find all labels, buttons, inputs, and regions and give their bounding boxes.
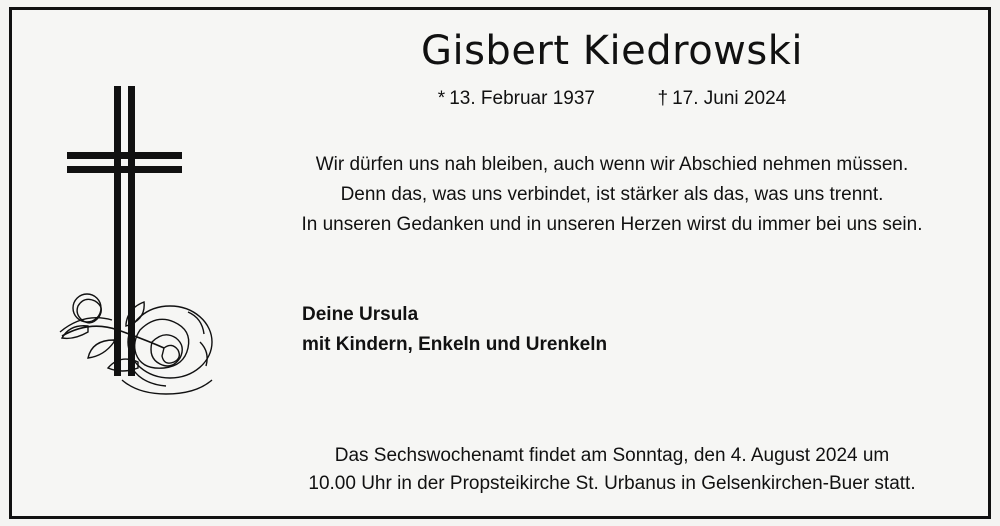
signature-line: Deine Ursula <box>302 304 419 325</box>
birth-date-text: 13. Februar 1937 <box>449 88 595 109</box>
life-dates <box>242 88 982 110</box>
cross-and-flowers-graphic <box>52 80 262 410</box>
rose-flowers-icon <box>60 294 212 394</box>
service-line: Das Sechswochenamt findet am Sonntag, den 4. August 2024 um <box>334 445 890 466</box>
service-announcement <box>242 442 982 498</box>
birth-date <box>438 88 595 110</box>
signature-line: mit Kindern, Enkeln und Urenkeln <box>302 334 608 355</box>
verse-line: In unseren Gedanken und in unseren Herzen wirst du immer bei uns sein. <box>301 214 923 235</box>
page-title: Gisbert Kiedrowski <box>420 28 803 74</box>
memorial-verse <box>242 150 982 240</box>
verse-line: Denn das, was uns verbindet, ist stärker als das, was uns trennt. <box>340 184 884 205</box>
verse-line: Wir dürfen uns nah bleiben, auch wenn wir Abschied nehmen müssen. <box>315 154 909 175</box>
cross-icon <box>52 80 262 410</box>
notice-content <box>12 10 988 516</box>
asterisk-icon: * <box>437 88 446 109</box>
notice-border <box>9 7 991 519</box>
mourners-signature <box>302 300 922 360</box>
service-line: 10.00 Uhr in der Propsteikirche St. Urbanus in Gelsenkirchen-Buer statt. <box>308 473 916 494</box>
cross-dagger-icon: † <box>657 88 669 109</box>
death-date <box>658 88 787 110</box>
death-date-text: 17. Juni 2024 <box>672 88 787 109</box>
